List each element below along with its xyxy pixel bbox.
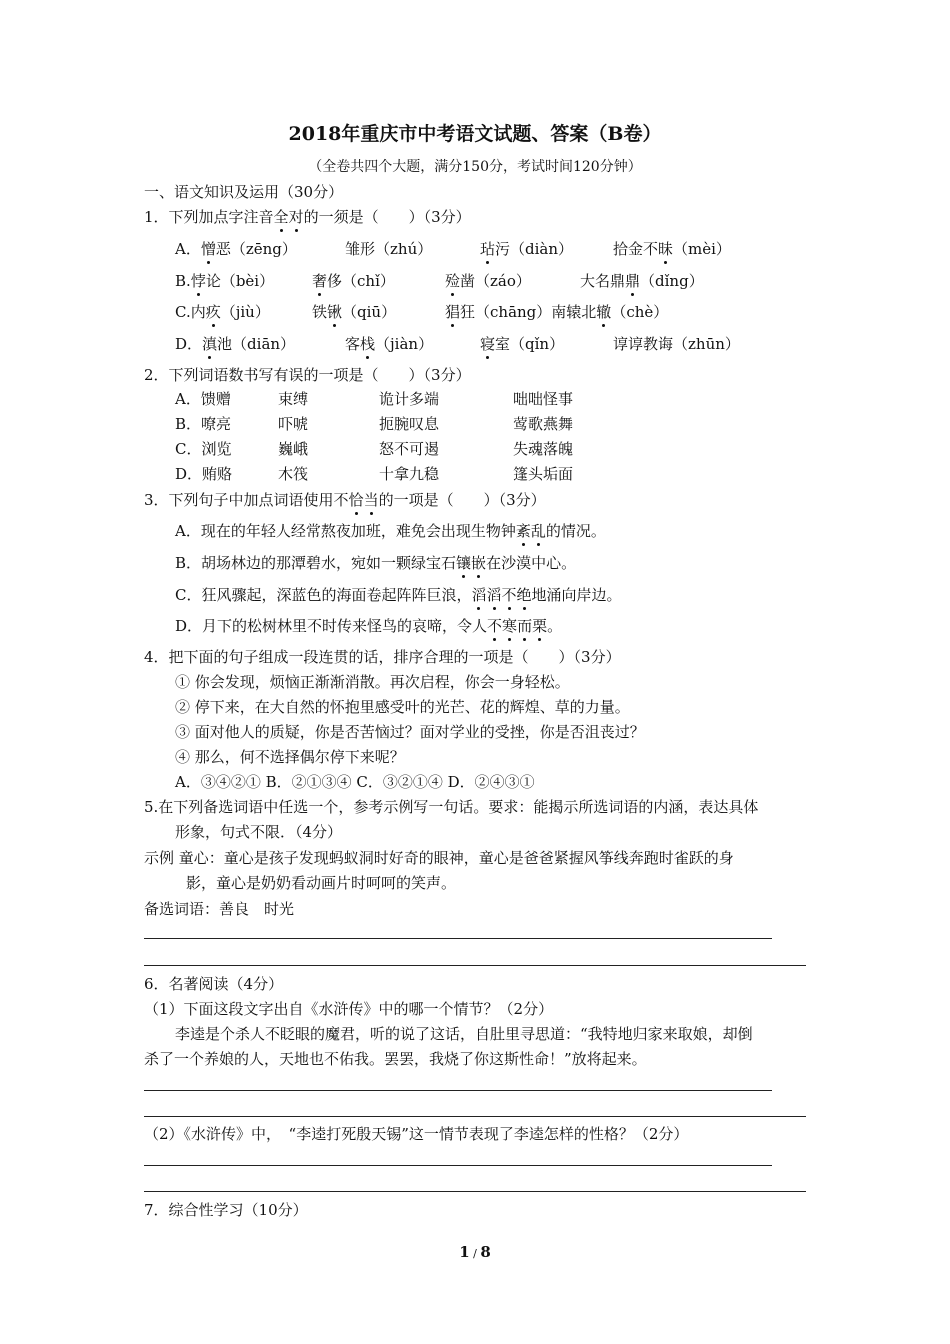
q6-passage-cont: 杀了一个养娘的人，天地也不佑我。罢罢，我烧了你这斯性命！”放将起来。	[144, 1050, 647, 1068]
q3-option-a: A．现在的年轻人经常熬夜加班，难免会出现生物钟紊乱的情况。	[175, 522, 606, 540]
answer-line[interactable]	[144, 938, 772, 939]
exam-title: 2018年重庆市中考语文试题、答案（B卷）	[288, 123, 662, 145]
q2-option-d: D．贿赂 木筏 十拿九稳 篷头垢面	[175, 465, 574, 483]
q2-option-c: C．浏览 巍峨 怒不可遏 失魂落魄	[175, 440, 574, 458]
answer-line[interactable]	[144, 1090, 772, 1091]
answer-line[interactable]	[144, 1165, 772, 1166]
q5-example-cont: 影，童心是奶奶看动画片时呵呵的笑声。	[186, 874, 457, 892]
page-number: 1 / 8	[459, 1243, 491, 1261]
answer-line[interactable]	[144, 1116, 806, 1117]
q1-option-c: C.内疚（jiù） 铁锹（qiū） 猖狂（chāng）南辕北辙（chè）	[175, 303, 669, 321]
q2-option-a: A．馈赠 束缚 诡计多端 咄咄怪事	[175, 390, 574, 408]
q1-option-b: B.悖论（bèi） 奢侈（chǐ） 殓凿（záo） 大名鼎鼎（dǐng）	[175, 272, 704, 290]
q3-stem: 3．下列句子中加点词语使用不恰当的一项是（ ）（3分）	[144, 491, 546, 509]
q2-option-b: B．嘹亮 吓唬 扼腕叹息 莺歌燕舞	[175, 415, 574, 433]
section-heading: 一、语文知识及运用（30分）	[144, 183, 344, 201]
q4-options: A．③④②① B．②①③④ C．③②①④ D．②④③①	[175, 773, 535, 791]
exam-subtitle: （全卷共四个大题，满分150分，考试时间120分钟）	[308, 159, 642, 175]
q6-passage: 李逵是个杀人不眨眼的魔君，听的说了这话，自肚里寻思道：“我特地归家来取娘，却倒	[175, 1025, 753, 1043]
q3-option-b: B．胡场林边的那潭碧水，宛如一颗绿宝石镶嵌在沙漠中心。	[175, 554, 577, 572]
q1-option-a: A．憎恶（zēng） 雏形（zhú） 玷污（diàn） 拾金不昧（mèi）	[175, 240, 731, 258]
q5-stem: 5.在下列备选词语中任选一个，参考示例写一句话。要求：能揭示所选词语的内涵，表达具体	[144, 798, 759, 816]
q4-sentence-3: ③ 面对他人的质疑，你是否苦恼过？面对学业的受挫，你是否沮丧过？	[175, 723, 645, 741]
q6-part2: （2）《水浒传》中， “李逵打死殷天锡”这一情节表现了李逵怎样的性格？（2分）	[144, 1125, 689, 1143]
q4-sentence-1: ① 你会发现，烦恼正渐渐消散。再次启程，你会一身轻松。	[175, 673, 570, 691]
q4-sentence-4: ④ 那么，何不选择偶尔停下来呢？	[175, 748, 405, 766]
answer-line[interactable]	[144, 1191, 806, 1192]
q1-stem: 1．下列加点字注音全对的一须是（ ）（3分）	[144, 208, 471, 226]
q5-example: 示例 童心：童心是孩子发现蚂蚁洞时好奇的眼神，童心是爸爸紧握风筝线奔跑时雀跃的身	[144, 849, 734, 867]
q3-option-d: D．月下的松树林里不时传来怪鸟的哀啼，令人不寒而栗。	[175, 617, 563, 635]
q1-option-d: D．滇池（diān） 客栈（jiàn） 寝室（qǐn） 谆谆教诲（zhūn）	[175, 335, 740, 353]
q4-sentence-2: ② 停下来，在大自然的怀抱里感受叶的光芒、花的辉煌、草的力量。	[175, 698, 630, 716]
q3-option-c: C．狂风骤起，深蓝色的海面卷起阵阵巨浪，滔滔不绝地涌向岸边。	[175, 586, 622, 604]
q7-stem: 7．综合性学习（10分）	[144, 1201, 308, 1219]
q5-stem-cont: 形象，句式不限．（4分）	[175, 823, 343, 841]
q6-stem: 6．名著阅读（4分）	[144, 975, 284, 993]
q4-stem: 4．把下面的句子组成一段连贯的话，排序合理的一项是（ ）（3分）	[144, 648, 621, 666]
q6-part1: （1）下面这段文字出自《水浒传》中的哪一个情节？（2分）	[144, 1000, 554, 1018]
q5-candidate-words: 备选词语：善良 时光	[144, 900, 295, 918]
answer-line[interactable]	[144, 965, 806, 966]
q2-stem: 2．下列词语数书写有误的一项是（ ）（3分）	[144, 366, 471, 384]
